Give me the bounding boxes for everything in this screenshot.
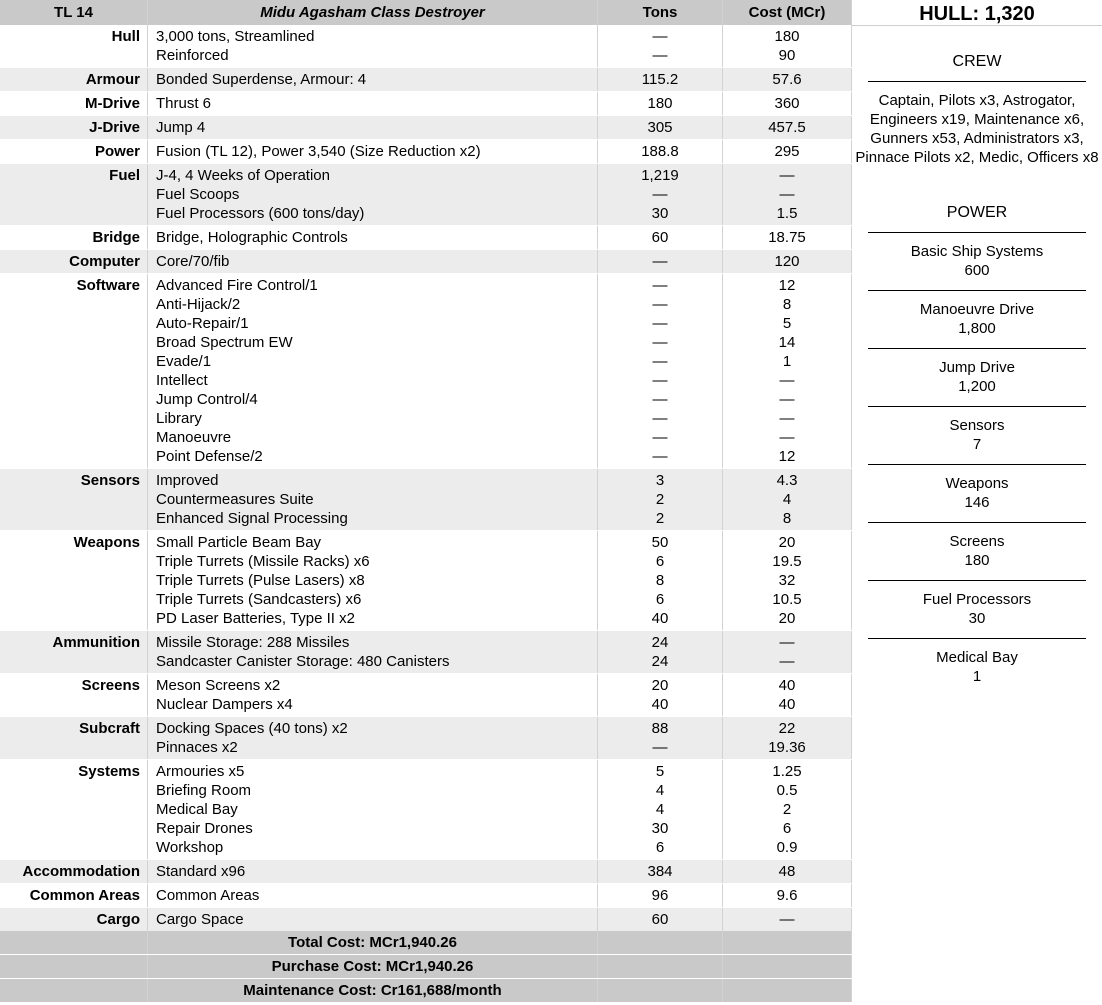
power-item-name: Screens: [949, 533, 1005, 550]
row-costs: [723, 631, 852, 673]
power-item-name: Medical Bay: [936, 649, 1018, 666]
row-descriptions: [148, 274, 598, 468]
power-item-value: 146: [964, 494, 990, 511]
power-rule: [868, 290, 1086, 291]
table-row: [0, 67, 852, 91]
row-label: Systems: [0, 760, 148, 859]
power-rule: [868, 348, 1086, 349]
row-label: Cargo: [0, 908, 148, 931]
totals-text: Maintenance Cost: Cr161,688/month: [148, 979, 598, 1002]
tons-value: 4: [655, 782, 665, 799]
row-costs: [723, 274, 852, 468]
sidebar: [852, 0, 1102, 1002]
component-description: Intellect: [156, 372, 208, 389]
row-costs: [723, 469, 852, 530]
cost-value: —: [779, 391, 795, 408]
tons-value: 40: [651, 696, 669, 713]
tons-value: —: [652, 372, 668, 389]
row-tons: [598, 25, 723, 67]
tons-value: 3: [655, 472, 665, 489]
row-costs: [723, 674, 852, 716]
totals-row: [0, 954, 852, 978]
row-costs: [723, 717, 852, 759]
row-descriptions: [148, 226, 598, 249]
row-descriptions: [148, 92, 598, 115]
crew-section: [852, 52, 1102, 167]
row-tons: [598, 860, 723, 883]
tons-value: —: [652, 277, 668, 294]
power-item-name: Sensors: [949, 417, 1005, 434]
component-description: Thrust 6: [156, 95, 212, 112]
crew-title: CREW: [952, 53, 1002, 70]
row-descriptions: [148, 631, 598, 673]
power-item-name: Fuel Processors: [922, 591, 1032, 608]
cost-value: 20: [778, 534, 796, 551]
cost-value: 10.5: [772, 591, 802, 608]
totals-label-spacer: [0, 979, 148, 1002]
component-description: Armouries x5: [156, 763, 245, 780]
cost-value: —: [779, 410, 795, 427]
tons-value: —: [652, 410, 668, 427]
row-descriptions: [148, 68, 598, 91]
table-row: [0, 225, 852, 249]
component-description: Standard x96: [156, 863, 246, 880]
row-descriptions: [148, 164, 598, 225]
component-description: Pinnaces x2: [156, 739, 238, 756]
row-descriptions: [148, 250, 598, 273]
tons-value: 5: [655, 763, 665, 780]
row-costs: [723, 531, 852, 630]
tons-value: 2: [655, 510, 665, 527]
component-description: Jump Control/4: [156, 391, 258, 408]
power-rule: [868, 522, 1086, 523]
power-item-value: 1,200: [958, 378, 996, 395]
cost-value: 4.3: [776, 472, 798, 489]
row-costs: [723, 25, 852, 67]
cost-value: 22: [778, 720, 796, 737]
totals-tons-spacer: [598, 931, 723, 954]
tons-value: —: [652, 391, 668, 408]
component-description: J-4, 4 Weeks of Operation: [156, 167, 330, 184]
cost-value: 8: [782, 296, 792, 313]
row-costs: [723, 250, 852, 273]
tons-value: 2: [655, 491, 665, 508]
power-item-value: 30: [968, 610, 986, 627]
row-label: Ammunition: [0, 631, 148, 673]
component-description: Fuel Processors (600 tons/day): [156, 205, 365, 222]
power-item-value: 600: [964, 262, 990, 279]
cost-value: 1.5: [776, 205, 798, 222]
power-entry: [852, 590, 1102, 628]
tons-value: 30: [651, 205, 669, 222]
table-body: [0, 25, 852, 931]
tons-value: 60: [651, 229, 669, 246]
cost-value: 40: [778, 696, 796, 713]
row-descriptions: [148, 760, 598, 859]
row-tons: [598, 717, 723, 759]
cost-value: 0.9: [776, 839, 798, 856]
table-row: [0, 91, 852, 115]
row-tons: [598, 469, 723, 530]
header-tons: Tons: [598, 0, 723, 25]
row-tons: [598, 531, 723, 630]
cost-value: 20: [778, 610, 796, 627]
cost-value: 5: [782, 315, 792, 332]
power-item-name: Weapons: [945, 475, 1009, 492]
component-description: Bonded Superdense, Armour: 4: [156, 71, 367, 88]
power-rule: [868, 232, 1086, 233]
row-costs: [723, 164, 852, 225]
row-descriptions: [148, 717, 598, 759]
tons-value: —: [652, 429, 668, 446]
row-label: Accommodation: [0, 860, 148, 883]
tons-value: 1,219: [641, 167, 679, 184]
power-item-value: 1,800: [958, 320, 996, 337]
component-description: Evade/1: [156, 353, 212, 370]
tons-value: 115.2: [641, 71, 679, 88]
power-title: POWER: [946, 204, 1008, 221]
cost-value: 295: [774, 143, 800, 160]
cost-value: 360: [774, 95, 800, 112]
row-label: Screens: [0, 674, 148, 716]
cost-value: 12: [778, 448, 796, 465]
cost-value: 19.5: [772, 553, 802, 570]
row-label: Hull: [0, 25, 148, 67]
tons-value: 96: [651, 887, 669, 904]
totals-tons-spacer: [598, 955, 723, 978]
totals-row: [0, 978, 852, 1002]
header-cost: Cost (MCr): [723, 0, 852, 25]
row-descriptions: [148, 140, 598, 163]
tons-value: 384: [647, 863, 673, 880]
component-description: Repair Drones: [156, 820, 253, 837]
totals-row: [0, 931, 852, 954]
component-description: Advanced Fire Control/1: [156, 277, 318, 294]
tons-value: 6: [655, 553, 665, 570]
component-description: Jump 4: [156, 119, 206, 136]
component-description: Cargo Space: [156, 911, 244, 928]
component-description: Missile Storage: 288 Missiles: [156, 634, 350, 651]
power-item-name: Basic Ship Systems: [910, 243, 1044, 260]
row-label: Weapons: [0, 531, 148, 630]
row-descriptions: [148, 674, 598, 716]
power-item-value: 1: [972, 668, 982, 685]
row-tons: [598, 674, 723, 716]
tons-value: —: [652, 47, 668, 64]
tons-value: 60: [651, 911, 669, 928]
power-list: [852, 232, 1102, 686]
cost-value: 90: [778, 47, 796, 64]
power-entry: [852, 242, 1102, 280]
tons-value: —: [652, 253, 668, 270]
row-tons: [598, 68, 723, 91]
cost-value: —: [779, 634, 795, 651]
table-row: [0, 630, 852, 673]
row-costs: [723, 116, 852, 139]
component-description: Anti-Hijack/2: [156, 296, 241, 313]
table-row: [0, 139, 852, 163]
table-row: [0, 163, 852, 225]
totals-label-spacer: [0, 955, 148, 978]
row-costs: [723, 860, 852, 883]
header-tl: TL 14: [0, 0, 148, 25]
cost-value: 18.75: [768, 229, 806, 246]
row-tons: [598, 116, 723, 139]
tons-value: —: [652, 315, 668, 332]
tons-value: 20: [651, 677, 669, 694]
cost-value: 8: [782, 510, 792, 527]
row-tons: [598, 92, 723, 115]
tons-value: 8: [655, 572, 665, 589]
tons-value: 24: [651, 634, 669, 651]
tons-value: 50: [651, 534, 669, 551]
row-descriptions: [148, 908, 598, 931]
power-entry: [852, 474, 1102, 512]
row-tons: [598, 884, 723, 907]
cost-value: 6: [782, 820, 792, 837]
totals-label-spacer: [0, 931, 148, 954]
component-description: Triple Turrets (Sandcasters) x6: [156, 591, 362, 608]
tons-value: 188.8: [641, 143, 679, 160]
cost-value: —: [779, 167, 795, 184]
table-row: [0, 115, 852, 139]
component-description: Sandcaster Canister Storage: 480 Canisters: [156, 653, 450, 670]
tons-value: —: [652, 353, 668, 370]
table-header-row: [0, 0, 852, 25]
power-rule: [868, 580, 1086, 581]
table-row: [0, 907, 852, 931]
row-label: J-Drive: [0, 116, 148, 139]
cost-value: 32: [778, 572, 796, 589]
tons-value: 6: [655, 591, 665, 608]
power-rule: [868, 638, 1086, 639]
component-description: Medical Bay: [156, 801, 238, 818]
power-item-value: 7: [972, 436, 982, 453]
row-label: Bridge: [0, 226, 148, 249]
row-tons: [598, 226, 723, 249]
totals-cost-spacer: [723, 955, 852, 978]
component-description: Bridge, Holographic Controls: [156, 229, 348, 246]
totals-text: Total Cost: MCr1,940.26: [148, 931, 598, 954]
cost-value: —: [779, 653, 795, 670]
cost-value: 9.6: [776, 887, 798, 904]
row-tons: [598, 140, 723, 163]
component-description: Broad Spectrum EW: [156, 334, 293, 351]
tons-value: 88: [651, 720, 669, 737]
header-ship-title: Midu Agasham Class Destroyer: [148, 0, 598, 25]
row-costs: [723, 140, 852, 163]
component-description: Reinforced: [156, 47, 229, 64]
power-item-value: 180: [964, 552, 990, 569]
row-costs: [723, 226, 852, 249]
tons-value: 305: [647, 119, 673, 136]
row-descriptions: [148, 531, 598, 630]
row-descriptions: [148, 884, 598, 907]
power-entry: [852, 416, 1102, 454]
cost-value: 48: [778, 863, 796, 880]
row-tons: [598, 164, 723, 225]
table-row: [0, 273, 852, 468]
table-totals: [0, 931, 852, 1002]
tons-value: —: [652, 448, 668, 465]
row-label: Power: [0, 140, 148, 163]
row-label: M-Drive: [0, 92, 148, 115]
cost-value: 57.6: [772, 71, 802, 88]
table-row: [0, 530, 852, 630]
power-section: [852, 203, 1102, 686]
row-tons: [598, 760, 723, 859]
table-row: [0, 759, 852, 859]
component-description: Core/70/fib: [156, 253, 230, 270]
cost-value: 1: [782, 353, 792, 370]
table-row: [0, 883, 852, 907]
row-descriptions: [148, 860, 598, 883]
table-row: [0, 468, 852, 530]
component-description: Meson Screens x2: [156, 677, 281, 694]
tons-value: 30: [651, 820, 669, 837]
power-entry: [852, 648, 1102, 686]
power-entry: [852, 300, 1102, 338]
table-row: [0, 859, 852, 883]
component-description: Briefing Room: [156, 782, 252, 799]
row-label: Subcraft: [0, 717, 148, 759]
component-description: Enhanced Signal Processing: [156, 510, 348, 527]
cost-value: 12: [778, 277, 796, 294]
cost-value: —: [779, 186, 795, 203]
cost-value: 1.25: [772, 763, 802, 780]
component-description: Fusion (TL 12), Power 3,540 (Size Reduction x2): [156, 143, 481, 160]
cost-value: 457.5: [768, 119, 806, 136]
table-row: [0, 249, 852, 273]
component-description: Small Particle Beam Bay: [156, 534, 322, 551]
row-costs: [723, 884, 852, 907]
row-label: Software: [0, 274, 148, 468]
component-description: Docking Spaces (40 tons) x2: [156, 720, 348, 737]
row-label: Armour: [0, 68, 148, 91]
cost-value: 120: [774, 253, 800, 270]
power-entry: [852, 532, 1102, 570]
row-tons: [598, 274, 723, 468]
tons-value: —: [652, 739, 668, 756]
totals-cost-spacer: [723, 979, 852, 1002]
row-label: Sensors: [0, 469, 148, 530]
power-rule: [868, 464, 1086, 465]
tons-value: 180: [647, 95, 673, 112]
component-description: Workshop: [156, 839, 224, 856]
row-tons: [598, 250, 723, 273]
component-description: Improved: [156, 472, 219, 489]
cost-value: —: [779, 429, 795, 446]
tons-value: 24: [651, 653, 669, 670]
power-item-name: Manoeuvre Drive: [919, 301, 1035, 318]
row-descriptions: [148, 25, 598, 67]
totals-text: Purchase Cost: MCr1,940.26: [148, 955, 598, 978]
component-description: Fuel Scoops: [156, 186, 240, 203]
power-item-name: Jump Drive: [939, 359, 1015, 376]
row-tons: [598, 908, 723, 931]
component-description: Triple Turrets (Pulse Lasers) x8: [156, 572, 365, 589]
cost-value: —: [779, 911, 795, 928]
table-row: [0, 673, 852, 716]
cost-value: —: [779, 372, 795, 389]
component-description: Manoeuvre: [156, 429, 232, 446]
component-description: Nuclear Dampers x4: [156, 696, 293, 713]
row-label: Common Areas: [0, 884, 148, 907]
component-description: Point Defense/2: [156, 448, 263, 465]
component-description: Triple Turrets (Missile Racks) x6: [156, 553, 370, 570]
totals-tons-spacer: [598, 979, 723, 1002]
tons-value: —: [652, 28, 668, 45]
tons-value: 4: [655, 801, 665, 818]
row-descriptions: [148, 469, 598, 530]
cost-value: 180: [774, 28, 800, 45]
row-label: Computer: [0, 250, 148, 273]
component-description: Library: [156, 410, 202, 427]
cost-value: 14: [778, 334, 796, 351]
tons-value: —: [652, 296, 668, 313]
component-description: Common Areas: [156, 887, 260, 904]
component-description: Countermeasures Suite: [156, 491, 314, 508]
cost-value: 19.36: [768, 739, 806, 756]
cost-value: 40: [778, 677, 796, 694]
component-description: Auto-Repair/1: [156, 315, 249, 332]
row-costs: [723, 760, 852, 859]
row-costs: [723, 908, 852, 931]
component-description: PD Laser Batteries, Type II x2: [156, 610, 355, 627]
tons-value: 40: [651, 610, 669, 627]
tons-value: —: [652, 334, 668, 351]
cost-value: 2: [782, 801, 792, 818]
crew-rule: [868, 81, 1086, 82]
tons-value: —: [652, 186, 668, 203]
table-row: [0, 716, 852, 759]
table-row: [0, 25, 852, 67]
row-label: Fuel: [0, 164, 148, 225]
cost-value: 4: [782, 491, 792, 508]
totals-cost-spacer: [723, 931, 852, 954]
power-rule: [868, 406, 1086, 407]
row-costs: [723, 92, 852, 115]
crew-list: Captain, Pilots x3, Astrogator, Engineers x19, Maintenance x6, Gunners x53, Administrators x3, Pinnace Pilots x2, Medic, Officers x8: [855, 92, 1099, 166]
row-descriptions: [148, 116, 598, 139]
hull-total: HULL: 1,320: [852, 0, 1102, 26]
cost-value: 0.5: [776, 782, 798, 799]
row-tons: [598, 631, 723, 673]
power-entry: [852, 358, 1102, 396]
component-description: 3,000 tons, Streamlined: [156, 28, 315, 45]
tons-value: 6: [655, 839, 665, 856]
row-costs: [723, 68, 852, 91]
